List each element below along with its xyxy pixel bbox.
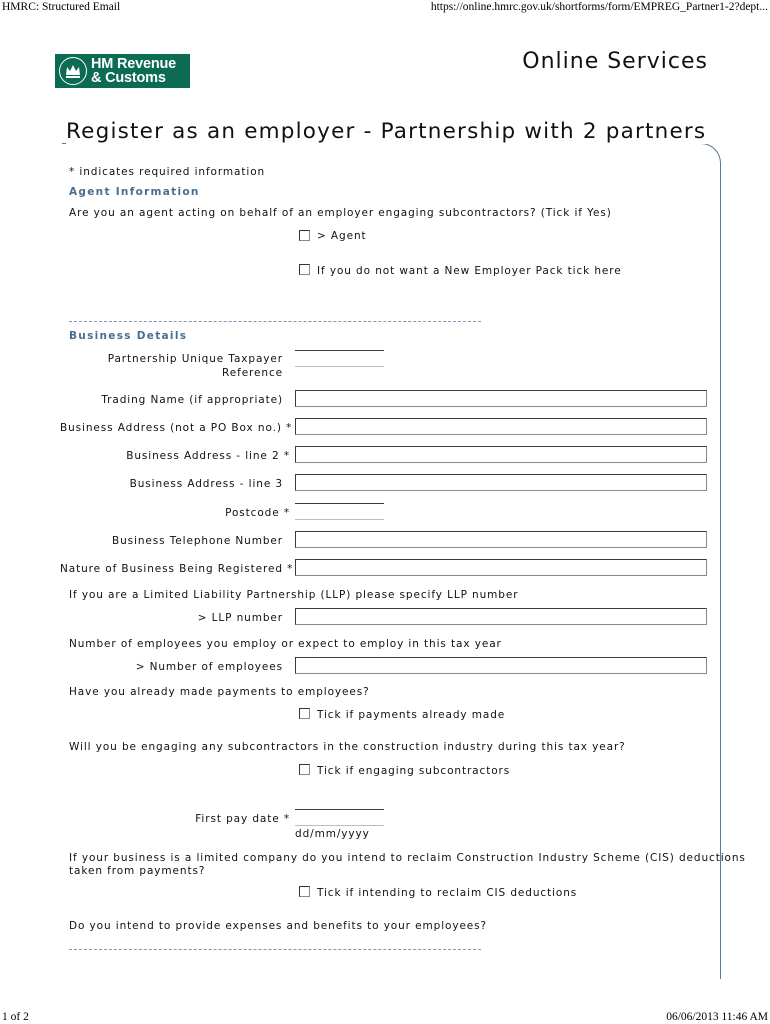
cis-question: If your business is a limited company do you intend to reclaim Construction Industry Scheme (CIS) deductions (69, 852, 746, 864)
subcontractors-label: Tick if engaging subcontractors (317, 765, 511, 777)
first-pay-date-input[interactable] (295, 809, 384, 826)
payments-question: Have you already made payments to employees? (69, 686, 370, 698)
trading-name-label: Trading Name (if appropriate) (101, 394, 283, 406)
expenses-question: Do you intend to provide expenses and benefits to your employees? (69, 920, 488, 932)
subcontractors-checkbox[interactable] (299, 764, 310, 775)
crown-icon (59, 57, 87, 85)
date-format-hint: dd/mm/yyyy (295, 828, 370, 840)
employees-label: > Number of employees (135, 661, 283, 673)
print-footer-date: 06/06/2013 11:46 AM (666, 1011, 768, 1023)
form-title: Register as an employer - Partnership with 2 partners (66, 119, 712, 144)
payments-made-label: Tick if payments already made (317, 709, 506, 721)
utr-label-line-2: Reference (222, 367, 283, 379)
hmrc-logo[interactable] (55, 54, 190, 88)
agent-question: Are you an agent acting on behalf of an employer engaging subcontractors? (Tick if Yes) (69, 207, 612, 219)
business-address-line3-label: Business Address - line 3 (129, 478, 283, 490)
print-footer-page: 1 of 2 (2, 1011, 29, 1023)
nature-of-business-input[interactable] (295, 559, 707, 576)
employees-question: Number of employees you employ or expect to employ in this tax year (69, 638, 502, 650)
subcontractors-question: Will you be engaging any subcontractors in the construction industry during this tax year? (69, 741, 626, 753)
employees-input[interactable] (295, 657, 707, 674)
telephone-input[interactable] (295, 531, 707, 548)
llp-number-label: > LLP number (197, 612, 283, 624)
required-note: * indicates required information (69, 166, 266, 178)
print-header-url: https://online.hmrc.gov.uk/shortforms/form/EMPREG_Partner1-2?dept... (430, 1, 768, 13)
payments-made-checkbox[interactable] (299, 708, 310, 719)
section-divider (69, 321, 481, 322)
postcode-label: Postcode * (225, 507, 290, 519)
cis-reclaim-checkbox[interactable] (299, 886, 310, 897)
business-address-line2-label: Business Address - line 2 * (126, 450, 290, 462)
trading-name-input[interactable] (295, 390, 707, 407)
cis-reclaim-label: Tick if intending to reclaim CIS deductions (317, 887, 578, 899)
print-header-title: HMRC: Structured Email (2, 1, 121, 13)
utr-input[interactable] (295, 350, 384, 367)
llp-question: If you are a Limited Liability Partnership (LLP) please specify LLP number (69, 589, 519, 601)
llp-number-input[interactable] (295, 608, 707, 625)
business-address-input[interactable] (295, 418, 707, 435)
business-address-label: Business Address (not a PO Box no.) * (60, 422, 293, 434)
business-section-heading: Business Details (69, 330, 188, 342)
site-title: Online Services (522, 49, 708, 74)
agent-section-heading: Agent Information (69, 186, 200, 198)
nature-of-business-label: Nature of Business Being Registered * (60, 563, 294, 575)
telephone-label: Business Telephone Number (112, 535, 283, 547)
business-address-line3-input[interactable] (295, 474, 707, 491)
agent-checkbox[interactable] (299, 230, 310, 241)
no-employer-pack-label: If you do not want a New Employer Pack tick here (317, 265, 622, 277)
business-address-line2-input[interactable] (295, 446, 707, 463)
first-pay-date-label: First pay date * (195, 813, 290, 825)
logo-line-1: HM Revenue (91, 56, 177, 72)
logo-line-2: & Customs (91, 70, 166, 86)
agent-checkbox-label: > Agent (317, 230, 367, 242)
no-employer-pack-checkbox[interactable] (299, 264, 310, 275)
utr-label: Partnership Unique Taxpayer (107, 353, 283, 365)
section-divider (69, 949, 481, 950)
cis-question-line-2: taken from payments? (69, 865, 206, 877)
postcode-input[interactable] (295, 503, 384, 520)
